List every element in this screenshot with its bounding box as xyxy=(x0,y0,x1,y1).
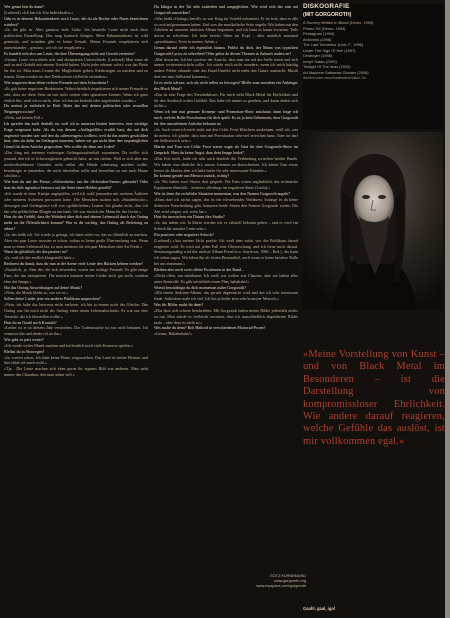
interview-question: Was malte du denn? Rob Halford in verschiedenen Motorrad-Posen? xyxy=(154,325,266,331)
discography-item: Pentagram (1994) xyxy=(303,31,335,37)
author-name: GÖTZ KÜHNEMUND xyxy=(269,574,306,578)
interview-question: Was für Bilder malst du denn? xyxy=(154,302,204,308)
discography-item: The Last Tormentor (Live-7", 1996) xyxy=(303,42,364,48)
interview-answer: »Nein, die Musik bleibt so, wie sie ist.« xyxy=(4,290,69,296)
interview-question: Bleibst du in Norwegen? xyxy=(4,348,45,354)
page-edge xyxy=(445,0,450,618)
interview-question: Wie hast du mit der Presse, »Schwulsein« um die »Schwulen-Szene« gebracht? Oder hast du dich irgendwo bewusst auf die Seite eines Helden gestellt? xyxy=(4,179,148,191)
interview-answer: »Genau. Hahahahaha!« xyxy=(154,331,192,337)
interview-answer: (Lachend) »Aus meiner Sicht positiv. Ich weiß aber nicht, wie das Publikum darauf reagieren wird. Es wird auf jeden Fall eine Überraschung, und ich freue mich darauf. Stimmungsmäßig wird das nächste Album Freud (a.a. Satyricon, 1996 – Red.), das kann ich schon sagen. Wir leben ihn als festen Bestandteil, auch wenn er keine kreative Rolle bei uns einnimmt.« xyxy=(154,237,298,267)
interview-question: Hat das Outing Auswirkungen auf deine Musik? xyxy=(4,284,83,290)
interview-answer: »Was heißt »Outing« betrifft, so war King im Vorfeld informiert. Er ist froh, dass es alle so cool aufgenommen haben. Und was die musikalische Seite angeht: Wir haben mit den Arbeiten an unserem nächsten Album begonnen, und ich kann es kaum erwarten, Teile davon zu schreiben. Ich habe bereits Ideen im Kopf – aber natürlich maximal »gewaltsame« Texte in meiner Arbeit.« xyxy=(154,15,298,45)
discography-item: Promo '94 (Demo, 1994) xyxy=(303,25,346,31)
interview-question: Hast ihr inzwischen ein Datum fürs Studio? xyxy=(154,214,225,220)
interview-answer: »Natürlich, ja. Aber die, die sich abwenden, waren nie richtige Freunde. Es gibt einige Fans, die das akzeptieren. Die meisten kannten meine Lieder doch gar nicht, sondern eher das Image.« xyxy=(4,266,148,284)
interview-question: Martin und Tom von Celtic Frost waren sogar als Gast für eine Gorgoroth-Show im Gespräch. Hast du keine Angst, dass dein Image leidet? xyxy=(154,144,298,156)
portrait-image xyxy=(303,132,443,310)
interview-answer: »Ja, vorerst schon. Ich habe keine Pläne, wegzuziehen. Das Land ist meine Heimat, und hier fühle ich mich wohl.« xyxy=(4,354,148,366)
interview-question: Ich spreche das auch deshalb an, weil ich in unserem letzten Interview eine wichtige Frage vergessen habe. Als du von diesem »Auflagefälle« erzählt hast, der auf dich angesetzt worden war und den du »überzeugen« wolltest, weil du ihn anders geschildert hast, dass du dafür ins Gefängnis musstest, haben wir gar nicht über den ursprünglichen Grund für diese Attacke gesprochen. Wer wollte dir denn ans Leder? xyxy=(4,120,148,150)
discography-item: A Sorcery Written In Blood (Demo, 1993) xyxy=(303,20,374,26)
discography-item: Ad Majorem Sathanas Gloriam (2006) xyxy=(303,69,369,75)
interview-question: Sollen deine Lieder jetzt ein anderes Publikum ansprechen? xyxy=(4,296,101,302)
portrait-photo xyxy=(303,132,443,310)
interview-answer: »Ich werde weiter Musik machen und hoffentlich noch viele Konzerte spielen.« xyxy=(4,342,134,348)
interview-answer: »Mal abwarten. Ich bin sowieso der Ansicht, dass man nie auf der Stelle treten und sich immer weiterentwickeln sollte. Ich würde mich nicht wundern, wenn ich mich künftig andere Felder erkunde oder das Band-Umfeld nicht mehr das Ganze ausmacht. Musik darf nie zum Stillstand kommen.« xyxy=(154,56,298,80)
interview-answer: »Es gab keine negativen Reaktionen. Wahrscheinlich respektieren sich meine Freunde so sehr, dass sie diese Seite an mir nicht werten oder ignorieren können. Wenn ich ganz ehrlich bin, weiß ich es nicht. Aber ich bin nie bedroht oder angefeindet worden.« xyxy=(4,85,149,103)
interview-question: Rechnest du damit, dass dir nun in der Szene viele Leute den Rücken kehren werden? xyxy=(4,261,143,267)
interview-question: Womit beschäftigst du dich momentan außer Gorgoroth? xyxy=(154,284,246,290)
interview-answer: »Tja... Die Leute machen sich eben gerne ihr eigenes Bild von anderen. Man sieht immer den Charakter, den man sehen will.« xyxy=(4,366,148,378)
interview-question: Wenn ich mir nun genauer Konzept- und Promotion-Show anschaue, dann frage ich mich, welche Rolle Provokation für dich spielt. Es ist ja kein Geheimnis, dass Gorgoroth für ihre umstrittenen Auftritte bekannt ist. xyxy=(154,109,298,126)
interview-question: Gibt es in deinem Bekanntenkreis noch Leute, die du als Rechte oder Nazis bezeichnen würdest? xyxy=(4,15,148,27)
interview-answer: »Genau. Leute verwickeln sich und akzeptieren Unterschiede. (Lachend) Man muss ab und zu mal Geduld mit seinem Umfeld haben. Nicht jeder erkennt sofort, was das Beste für ihn ist. Man muss Leuten die Möglichkeit geben, Erfahrungen zu machen und zu lernen. Dann werden sie ihre Denkweisen vielleicht verändern.« xyxy=(4,56,148,80)
discography-item: Antichrist (1996) xyxy=(303,36,332,42)
interview-answer: »Das hing mit meinem vorherigen Gefängnisaufenthalt zusammen. Da wollte sich jemand, den ich in Schwierigkeiten gebracht hatte, an mir rächen. Weil er sich aber aus nachvollziehbaren Gründen nicht selbst die Hände schmutzig machen wollte, beauftragte er jemanden, der mich überfallen sollte und bewaffnet zu mir nach Hause schickte.« xyxy=(4,150,148,179)
interview-question: Bleiben also noch zwei offene Positionen in der Band... xyxy=(154,266,244,272)
interview-question: Wie geht es jetzt weiter? xyxy=(4,337,44,343)
interview-question: Wer genau bist du dann? xyxy=(4,4,44,9)
article-credits xyxy=(246,574,306,589)
interview-question: Genau darauf zielte ich eigentlich hinaus. Fühlst du dich, der Mann von typischen Gorgoroth-Lyrics zu schreiben? Oder gehst du diesen Themen in Zukunft anders an? xyxy=(154,44,298,56)
interview-question: Wie ist denn die rechtliche Situation momentan, was den Namen Gorgoroth angeht? xyxy=(154,191,291,196)
interview-question: Ihr kommt gerade aus Mexico zurück, richtig? xyxy=(154,173,230,179)
interview-answer: »Dazu darf ich nichts sagen, das ist ein schwebendes Verfahren. Solange es da keine definitive Entscheidung gibt, benutzen beide Seiten den Namen Gorgoroth weiter. Die Zeit wird zeigen, wer recht hat.« xyxy=(154,196,298,214)
interview-column-middle xyxy=(154,4,298,337)
discography-note: Weitere unter www.Buddhaist.tr/vision-7m xyxy=(303,76,366,81)
interview-answer: »Nein, auf keinen Fall.« xyxy=(4,115,44,121)
discography-list xyxy=(303,20,443,75)
interview-answer: »Ja. Wir haben zwei Shows dort gespielt. Die Fans waren unglaublich, das technische Equipment ebenfalls – letzteres allerdings im negativen Sinne (Lacht).« xyxy=(154,179,298,191)
interview-answer: »Das Fest mich, halte ich sehr auch deutlich die Verbindung zwischen beiden Bands. Wir haben eine ähnliche Art, unsere Grenzen zu überschreiten. Ich kenne Tom etwas besser als Martin, aber ich halte beide für sehr interessante Künstler.« xyxy=(154,155,298,173)
discography-item: Twilight Of The Idols (2003) xyxy=(303,64,351,70)
interview-question: Ist es nicht schwer, sich als nicht selbst zu bewegen? Bleibt man trotzdem ein Anhänger des Black Metal? xyxy=(154,79,298,91)
interview-answer: »Ja. Auch wenn ich mich nicht mit den Celtic Frost Klischees auskennen, weiß ich, was du meinst. Ich glaube, dass man mit Provokation sehr viel erreichen kann. Aber sie darf nie Selbstzweck sein.« xyxy=(154,126,298,144)
discography-title: DISKOGRAFIE xyxy=(303,3,350,10)
photo-caption: Gaahl, gaal, igal xyxy=(303,606,335,611)
interview-question: Es handelt sich also um Leute, die ihre Überzeugung nicht mit Gewalt vertreten? xyxy=(4,50,135,56)
interview-answer: (Lachend) »Ich bin ich. Ein Individualist.« xyxy=(4,9,74,15)
interview-question: Hast du zu Gaahl noch Kontakt? xyxy=(4,319,57,325)
discography-subtitle: (MIT GORGOROTH) xyxy=(303,12,352,19)
interview-answer: »Ja, das haben wir. In Kürze werden wir es offiziell bekannt geben – und es wird ein Schock für manche Leute sein.« xyxy=(154,220,298,232)
discography-box xyxy=(303,4,443,129)
interview-answer: »Ja, die gibt es. Aber genauso viele Linke. Ich beurteile Leute nicht nach ihrer politischen Einstellung. Das mag komisch klingen. Mein Bekanntenkreis ist wild gemischt, und trotzdem gibt es keine Gewalt. Meine Freunde respektieren sich untereinander – genauso, wie ich sie respektiere.« xyxy=(4,27,148,50)
interview-answer: »Ja, das heißt ich. Ich wurde ja gefragt, ich hatte nicht vor, das zu öffentlich zu machen. Aber ein paar Leute wussten es schon, sodass es keine große Überraschung war. Wenn man so einen Lebensstil hat, ist man meistens für ein paar Menschen eine Art Freak.« xyxy=(4,231,148,249)
interview-column-left xyxy=(4,4,148,378)
interview-answer: »Nicht offen, nur unbekannt. Ich weiß, wir wollen wie Chaoten, aber wir haben alles unter Kontrolle. Es gibt tatsächlich einen Plan, hahahaha!« xyxy=(154,272,298,284)
interview-question: Ein positiver oder negativer Schock? xyxy=(154,231,214,237)
website-link[interactable]: www.gorgoroth.org xyxy=(274,579,306,583)
discography-item: Under The Sign Of Hell (1997) xyxy=(303,47,356,53)
interview-answer: »Nein, ich habe das Interesse nicht verloren, ich bin ja immer noch der Gleiche. Das Outing war für mich nicht der Anfang eines neuen Lebensabschnitts. Es war nur eine Tatsache, die ich klarstellen wollte.« xyxy=(4,302,148,319)
discography-item: Destroyer (1998) xyxy=(303,53,333,59)
interview-answer: »Das lässt sich schwer beschreiben. Mit Gorgoroth haben meine Bilder jedenfalls nichts zu tun. Man würde es vielleicht erwarten, dass ich ausschließlich abgefahrene Bilder male – aber dem ist nicht so.« xyxy=(154,307,298,325)
pull-quote: »Meine Vorstellung von Kunst – und von Black Metal im Besonderen – ist die Darstellung von kompromissloser Ehrlichkeit. Wie andere darauf reagieren, welche Gefühle das auslöst, ist mir vollkommen egal.« xyxy=(303,349,445,447)
interview-question: Du meinst ja mehrfach in Haft. Hatte das mit deinen politischen oder sexuellen Neigungen zu tun? xyxy=(4,103,148,115)
myspace-link[interactable]: www.myspace.com/gorgoroth xyxy=(256,584,306,588)
interview-answer: »Ich wurde in einer Kneipe angegriffen, weil ich wohl jemanden mit meinem Äußeren oder meinem Auftreten provoziert hatte. Die Menschen suchen sich »Sündenböcke«, deswegen sind Gefängnisse voll von »gefährlichen« Leuten. Ich glaube nicht, dass ich mit sehr gefährlichen Dingen zu tun hatte. Ich war einfach der Mann für das Grobe.« xyxy=(4,191,148,214)
interview-answer: »Ja, weil ich das endlich klargestellt hatte.« xyxy=(4,255,75,261)
discography-item: Incipit Satan (2000) xyxy=(303,58,337,64)
interview-question: Warst du glücklich, als das passiert ist? xyxy=(4,249,68,255)
interview-question: Du klingst in der Tat sehr zufrieden und ausgeglichen. Wie wird sich das nun auf Gorgoroth auswirken? xyxy=(154,4,298,15)
interview-question: Hast du das Gefühl, dass die Wahrheit über dich und deinen Lebensstil durch das Outing mehr an die Öffentlichkeit kommt? War es dir wichtig, das Outing als Befreiung zu sehen? xyxy=(4,214,148,232)
interview-answer: »Mit einem Ambient-Album, das gerade abgemischt wird und das ich sehr interessant finde. Außerdem male ich viel. Ich bin ja leider kein sehr kreativer Mensch.« xyxy=(154,290,298,302)
interview-answer: »Leider ist er in diesem Jahr verstorben. Die Todesursache ist mir nicht bekannt. Ich vermisse ihn und denke oft an ihn.« xyxy=(4,325,148,337)
interview-answer: »Das ist eine Frage des Verständnisses. Für mich steht Black Metal für Ehrlichkeit und für den Ausdruck echter Gefühle. Das habe ich immer so gesehen, und daran ändert sich nichts.« xyxy=(154,91,298,109)
interview-question: Wie reagieren denn deine rechten Freunde auf dein Schwulsein? xyxy=(4,79,109,85)
